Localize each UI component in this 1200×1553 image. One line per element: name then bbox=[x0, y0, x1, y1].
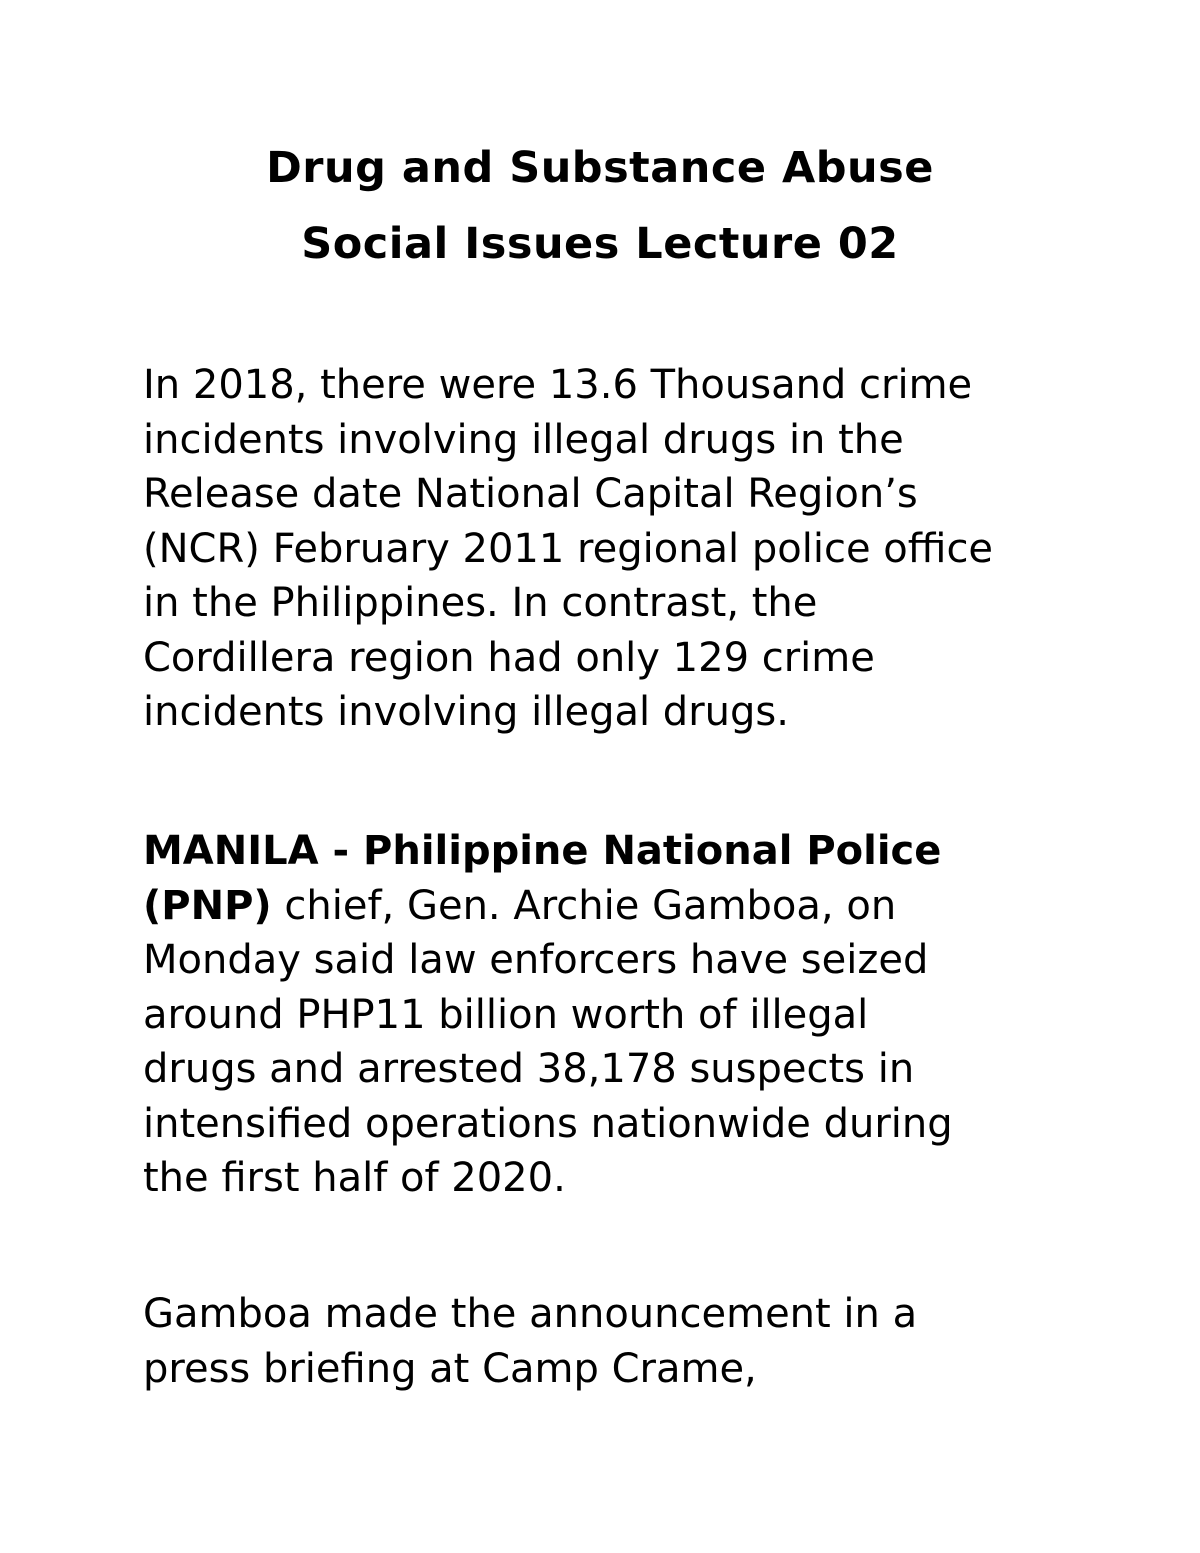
paragraph-press-briefing bbox=[143, 1287, 1143, 1396]
paragraph-line: incidents involving illegal drugs. bbox=[143, 689, 789, 735]
pnp-abbreviation: (PNP) bbox=[143, 882, 272, 929]
paragraph-line: Monday said law enforcers have seized bbox=[143, 937, 929, 983]
paragraph-pnp-announcement bbox=[143, 824, 1143, 1206]
paragraph-line: incidents involving illegal drugs in the bbox=[143, 416, 904, 463]
paragraph-line: press briefing at Camp Crame, bbox=[143, 1345, 757, 1392]
paragraph-lead-bold: MANILA - Philippine National Police bbox=[143, 828, 942, 874]
paragraph-line: Release date National Capital Region’s bbox=[143, 471, 918, 517]
paragraph-line: the first half of 2020. bbox=[143, 1155, 566, 1201]
paragraph-line: Cordillera region had only 129 crime bbox=[143, 634, 875, 681]
document-subtitle: Social Issues Lecture 02 bbox=[301, 219, 899, 269]
paragraph-line: In 2018, there were 13.6 Thousand crime bbox=[143, 362, 973, 408]
paragraph-line: drugs and arrested 38,178 suspects in bbox=[143, 1046, 915, 1092]
paragraph-line: Gamboa made the announcement in a bbox=[143, 1291, 918, 1337]
paragraph-line: intensified operations nationwide during bbox=[143, 1100, 953, 1147]
document-title: Drug and Substance Abuse bbox=[266, 143, 934, 193]
paragraph-line: (NCR) February 2011 regional police office bbox=[143, 525, 994, 572]
paragraph-line bbox=[143, 879, 1143, 934]
paragraph-line: in the Philippines. In contrast, the bbox=[143, 580, 818, 626]
paragraph-line: around PHP11 billion worth of illegal bbox=[143, 991, 869, 1038]
paragraph-ncr-statistics bbox=[143, 358, 1143, 740]
paragraph-line-rest: chief, Gen. Archie Gamboa, on bbox=[271, 882, 897, 929]
